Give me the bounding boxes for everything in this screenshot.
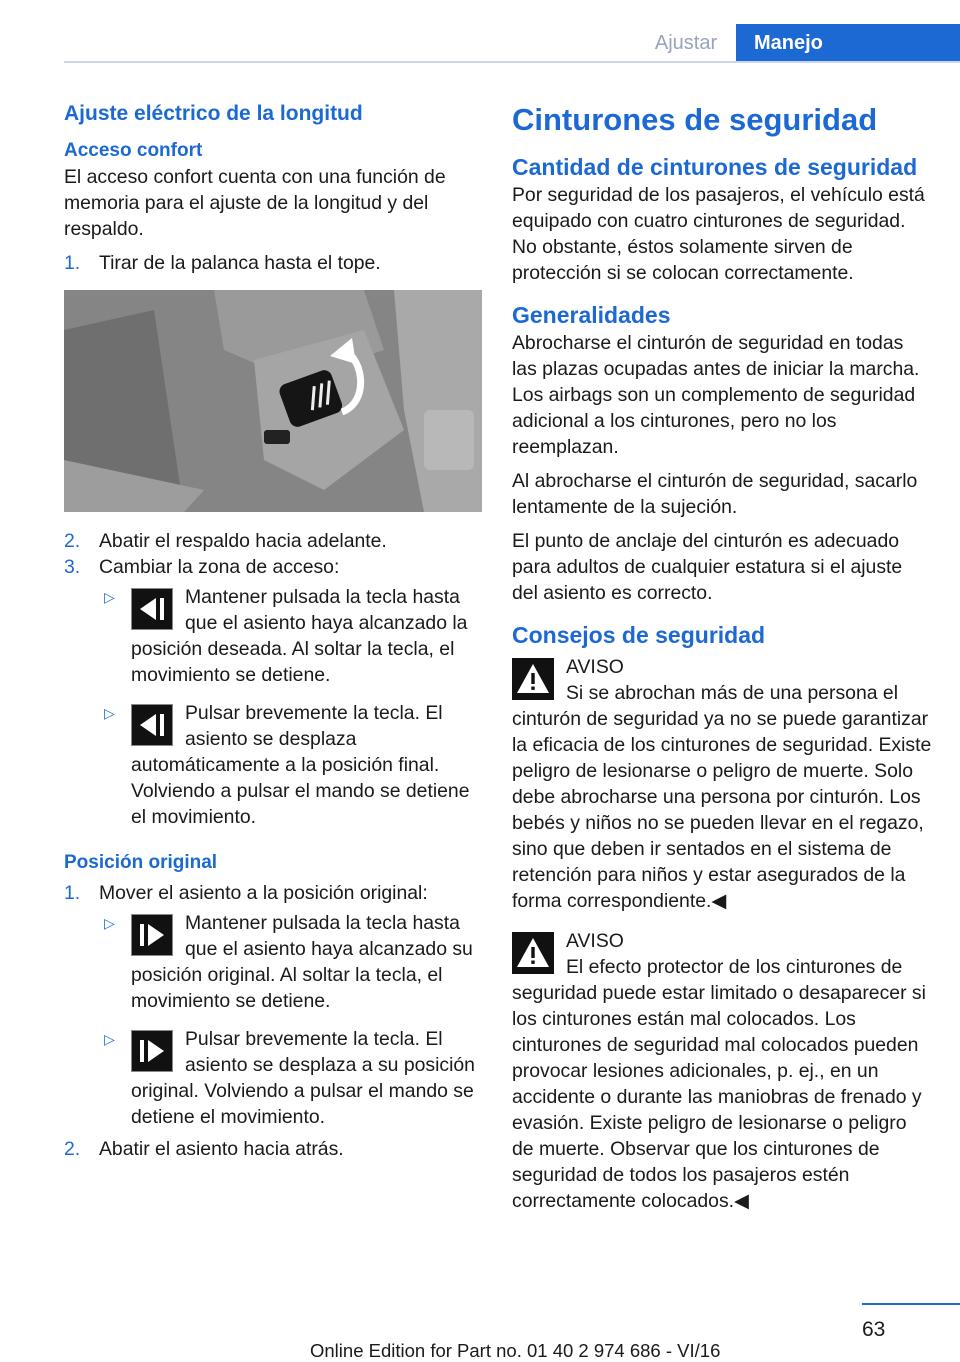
- warning-block: [512, 654, 932, 914]
- seat-lever-photo: [64, 290, 482, 512]
- warning-text: El efecto protector de los cinturones de seguridad puede estar limitado o desaparecer si los cinturones están mal colocados. Los cinturones de seguridad mal colocados pueden provocar lesiones adicionales, p. ej., en un accidente o durante las maniobras de frenado y evasión. Existe peligro de lesionarse o peligro de muerte. Observar que los cinturones de seguridad de todos los pasajeros estén correctamente colocados.◀: [512, 956, 926, 1212]
- paragraph-generalidades-1: Abrocharse el cinturón de seguridad en todas las plazas ocupadas antes de iniciar la marcha. Los airbags son un complemento de seguridad adicional a los cinturones, pero no los reemplazan.: [512, 332, 920, 458]
- left-column: [64, 100, 482, 1162]
- triangle-bullet-icon: ▷: [104, 915, 115, 931]
- paragraph-generalidades-2: Al abrocharse el cinturón de seguridad, sacarlo lentamente de la sujeción.: [512, 470, 918, 518]
- subheading-generalidades: Generalidades: [512, 302, 671, 328]
- warning-text: Si se abrochan más de una persona el cinturón de seguridad ya no se puede garantizar la eficacia de los cinturones de seguridad. Existe peligro de lesionarse o peligro de muerte. Solo debe abrocharse una persona por cinturón. Los bebés y niños no se pueden llevar en el regazo, sino que deben ir sentados en el sistema de retención para niños y estar asegurados de la forma correspondiente.◀: [512, 682, 932, 912]
- warning-label: AVISO: [566, 656, 624, 678]
- warning-triangle-icon: [512, 932, 554, 974]
- step-text: Abatir el respaldo hacia adelante.: [99, 530, 387, 552]
- header-rule: [64, 61, 960, 63]
- step-item: [64, 1136, 482, 1162]
- seat-back-button-icon: [131, 1030, 173, 1072]
- bullet-text: Mantener pulsada la tecla hasta que el asiento haya alcanzado la posición deseada. Al soltar la tecla, el movimiento se detiene.: [131, 586, 468, 686]
- warning-label: AVISO: [566, 930, 624, 952]
- page-number: 63: [862, 1318, 886, 1341]
- subheading-posicion-original: Posición original: [64, 852, 218, 873]
- step-number: 1.: [64, 252, 81, 274]
- right-column: [512, 100, 932, 1214]
- step-number: 2.: [64, 530, 81, 552]
- paragraph-cantidad: Por seguridad de los pasajeros, el vehículo está equipado con cuatro cinturones de seguridad. No obstante, éstos solamente sirven de protección si se colocan correctamente.: [512, 184, 925, 284]
- paragraph-generalidades-3: El punto de anclaje del cinturón es adecuado para adultos de cualquier estatura si el ajuste del asiento es correcto.: [512, 530, 903, 604]
- seat-forward-button-icon: [131, 588, 173, 630]
- step-text: Tirar de la palanca hasta el tope.: [99, 252, 381, 274]
- step-text: Abatir el asiento hacia atrás.: [99, 1138, 344, 1160]
- tab-manejo[interactable]: Manejo: [736, 24, 960, 62]
- bullet-item: [99, 584, 482, 688]
- bullet-item: [99, 1026, 482, 1130]
- bullet-text: Pulsar brevemente la tecla. El asiento se desplaza automáticamente a la posición final. Volviendo a pulsar el mando se detiene el movimiento.: [131, 702, 470, 828]
- bullet-item: [99, 910, 482, 1014]
- seat-forward-button-icon: [131, 704, 173, 746]
- subheading-consejos: Consejos de seguridad: [512, 622, 766, 648]
- section-title-longitud: Ajuste eléctrico de la longitud: [64, 102, 363, 125]
- step-item: [64, 880, 482, 906]
- seat-back-button-icon: [131, 914, 173, 956]
- step-number: 1.: [64, 882, 81, 904]
- subheading-acceso-confort: Acceso confort: [64, 140, 203, 161]
- edition-footer: Online Edition for Part no. 01 40 2 974 686 - VI/16: [310, 1340, 721, 1361]
- warning-triangle-icon: [512, 658, 554, 700]
- triangle-bullet-icon: ▷: [104, 589, 115, 605]
- step-item: [64, 554, 482, 580]
- step-text: Mover el asiento a la posición original:: [99, 882, 428, 904]
- warning-block: [512, 928, 932, 1214]
- step-item: [64, 528, 482, 554]
- bullet-text: Mantener pulsada la tecla hasta que el asiento haya alcanzado su posición original. Al soltar la tecla, el movimiento se detiene.: [131, 912, 473, 1012]
- subheading-cantidad: Cantidad de cinturones de seguridad: [512, 154, 918, 180]
- paragraph-acceso-confort: El acceso confort cuenta con una función de memoria para el ajuste de la longitud y del respaldo.: [64, 166, 446, 240]
- bullet-item: [99, 700, 482, 830]
- triangle-bullet-icon: ▷: [104, 1031, 115, 1047]
- step-text: Cambiar la zona de acceso:: [99, 556, 340, 578]
- bullet-text: Pulsar brevemente la tecla. El asiento se desplaza a su posición original. Volviendo a pulsar el mando se detiene el movimiento.: [131, 1028, 475, 1128]
- step-item: [64, 250, 482, 276]
- triangle-bullet-icon: ▷: [104, 705, 115, 721]
- tab-ajustar[interactable]: Ajustar: [654, 32, 718, 54]
- chapter-title-cinturones: Cinturones de seguridad: [512, 102, 878, 137]
- step-number: 3.: [64, 556, 81, 578]
- step-number: 2.: [64, 1138, 81, 1160]
- footer-rule: [862, 1303, 960, 1305]
